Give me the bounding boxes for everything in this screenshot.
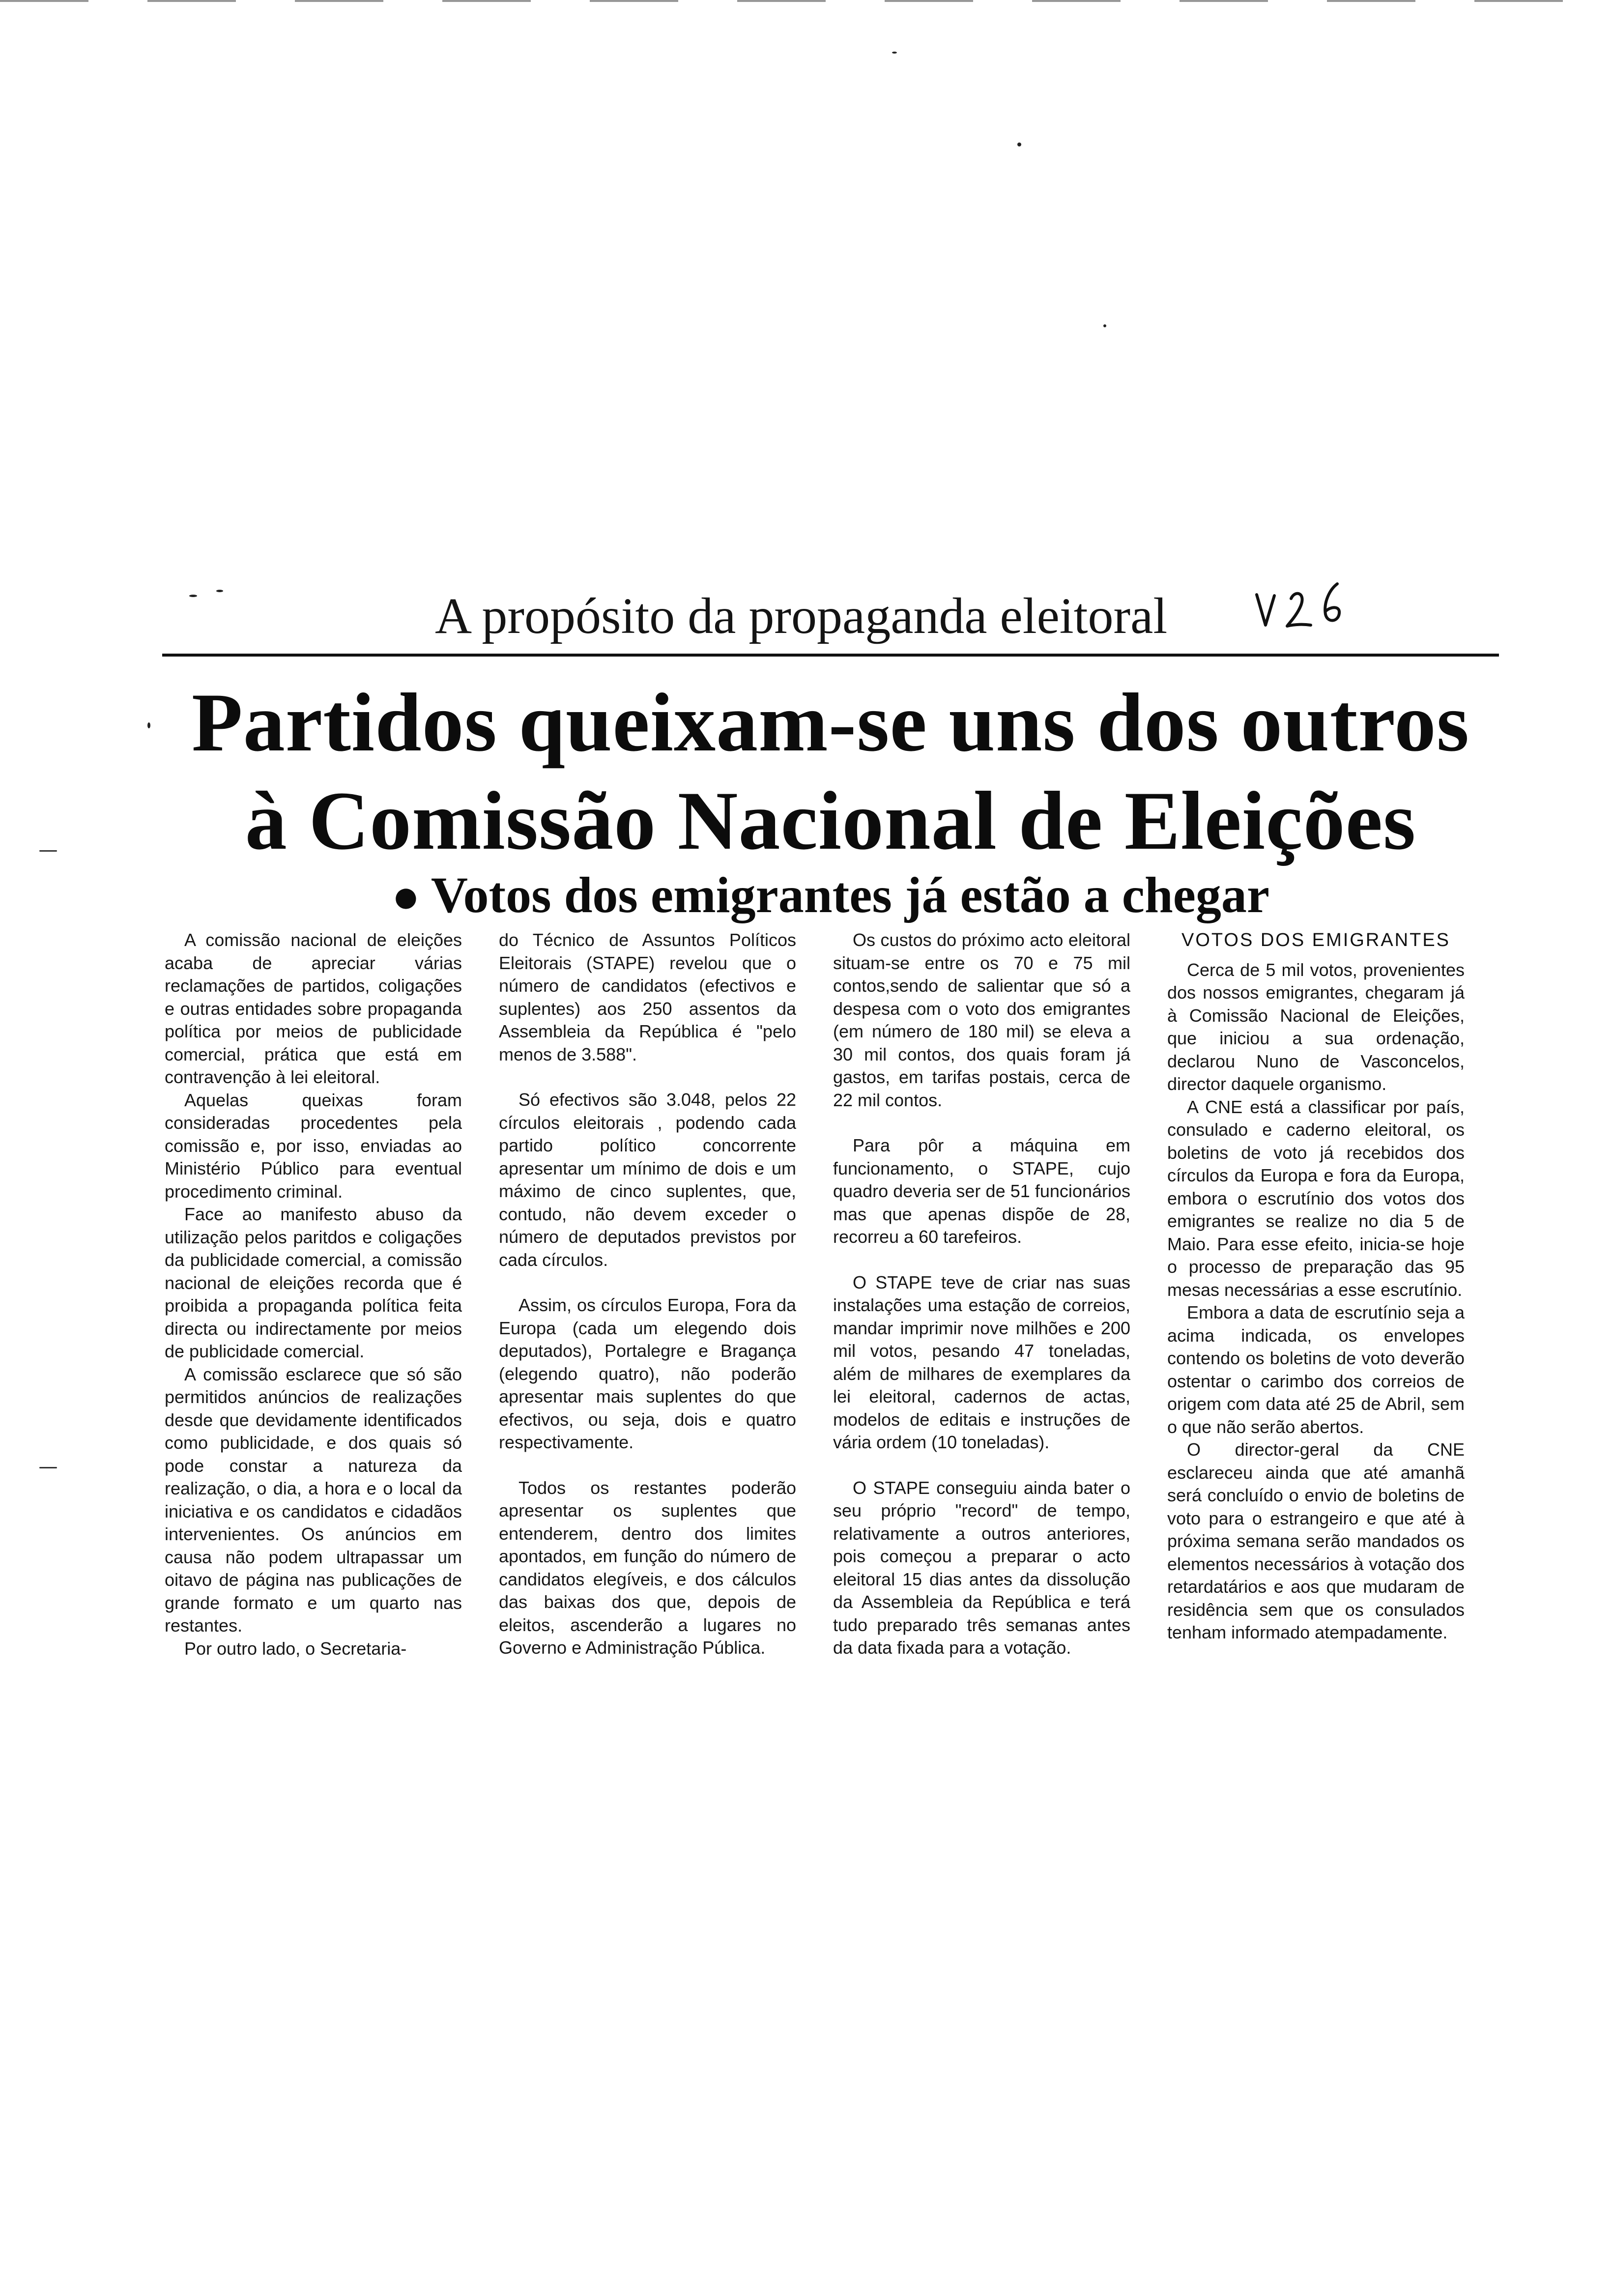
bullet-icon: ● [391, 870, 420, 922]
paragraph: Todos os restantes poderão apresentar os suplentes que entenderem, dentro dos limites apontados, em função do número de candidatos elegíveis, e dos cálculos das baixas dos que, depois de eleitos, ascenderão a lugares no Governo e Administração Pública. [499, 1477, 796, 1658]
kicker-row [162, 580, 1499, 654]
headline-line-2: à Comissão Nacional de Eleições [245, 775, 1416, 867]
paragraph: Cerca de 5 mil votos, provenientes dos nossos emigrantes, chegaram já à Comissão Nacional de Eleições, que iniciou a sua ordenação, declarou Nuno de Vasconcelos, director daquele organismo. [1167, 959, 1465, 1094]
scan-margin-mark [39, 850, 57, 852]
subheadline [162, 867, 1499, 923]
paragraph: Para pôr a máquina em funcionamento, o STAPE, cujo quadro deveria ser de 51 funcionários mas que apenas dispõe de 28, recorreu a 60 tarefeiros. [833, 1135, 1130, 1247]
paragraph: A CNE está a classificar por país, consulado e caderno eleitoral, os boletins de voto já recebidos dos círculos da Europa e fora da Europa, embora o escrutínio dos votos dos emigrantes se realize no dia 5 de Maio. Para esse efeito, inicia-se hoje o processo de preparação das 95 mesas necessárias a esse escrutínio. [1167, 1096, 1465, 1300]
paragraph: A comissão esclarece que só são permitidos anúncios de realizações desde que devidamente identificados como publicidade, e dos quais só pode constar a natureza da realização, o dia, a hora e o local da iniciativa e os candidatos e cidadãos intervenientes. Os anúncios em causa não podem ultrapassar um oitavo de página nas publicações de grande formato e um quarto nas restantes. [165, 1364, 462, 1636]
paragraph: Assim, os círculos Europa, Fora da Europa (cada um elegendo dois deputados), Portalegre e Bragança (elegendo quatro), não poderão apresentar mais suplentes do que efectivos, ou seja, dois e quatro respectivamente. [499, 1295, 796, 1452]
paragraph: Embora a data de escrutínio seja a acima indicada, os envelopes contendo os boletins de voto deverão ostentar o carimbo dos correios de origem com data até 25 de Abril, sem o que não serão abertos. [1167, 1302, 1465, 1437]
scan-speck [1103, 324, 1106, 327]
article-column-4 [1167, 929, 1465, 1644]
article-column-1 [165, 929, 462, 1660]
headline [162, 673, 1499, 870]
scan-speck [1017, 143, 1021, 146]
paragraph: A comissão nacional de eleições acaba de apreciar várias reclamações de partidos, coligações e outras entidades sobre propaganda política por meios de publicidade comercial, prática que está em contravenção à lei eleitoral. [165, 930, 462, 1087]
paragraph: O STAPE conseguiu ainda bater o seu próprio "record" de tempo, relativamente a outros anteriores, pois começou a preparar o acto eleitoral 15 dias antes da dissolução da Assembleia da República e terá tudo preparado três semanas antes da data fixada para a votação. [833, 1477, 1130, 1658]
paragraph: do Técnico de Assuntos Políticos Eleitorais (STAPE) revelou que o número de candidatos (efectivos e suplentes) aos 250 assentos da Assembleia da República é "pelo menos de 3.588". [499, 930, 796, 1064]
handwritten-note [1246, 580, 1354, 639]
article-column-3 [833, 929, 1130, 1660]
subheadline-text: Votos dos emigrantes já estão a chegar [431, 867, 1270, 923]
paragraph: Aquelas queixas foram consideradas procedentes pela comissão e, por isso, enviadas ao Ministério Público para eventual procedimento criminal. [165, 1090, 462, 1202]
scan-speck [147, 722, 150, 728]
paragraph: O STAPE teve de criar nas suas instalações uma estação de correios, mandar imprimir nove milhões e 200 mil votos, pesando 47 toneladas, além de milhares de exemplares da lei eleitoral, cadernos de actas, modelos de editais e instruções de vária ordem (10 toneladas). [833, 1272, 1130, 1452]
article-column-2 [499, 929, 796, 1660]
paragraph: O director-geral da CNE esclareceu ainda que até amanhã será concluído o envio de boletins de voto para o estrangeiro e que até à próxima semana serão mandados os elementos necessários à votação dos retardatários e aos que mudaram de residência sem que os consulados tenham informado atempadamente. [1167, 1439, 1465, 1642]
paragraph: Face ao manifesto abuso da utilização pelos paritdos e coligações da publicidade comercial, a comissão nacional de eleições recorda que é proibida a propaganda política feita directa ou indirectamente por meios de publicidade comercial. [165, 1204, 462, 1361]
paragraph: Por outro lado, o Secretaria- [184, 1638, 407, 1659]
headline-line-1: Partidos queixam-se uns dos outros [191, 676, 1470, 769]
scan-speck [892, 52, 897, 54]
kicker: A propósito da propaganda eleitoral [435, 588, 1168, 644]
scan-edge-line [0, 0, 1612, 2]
paragraph: Só efectivos são 3.048, pelos 22 círculos eleitorais , podendo cada partido político concorrente apresentar um mínimo de dois e um máximo de cinco suplentes, que, contudo, não devem exceder o número de deputados previstos por cada círculos. [499, 1090, 796, 1270]
paragraph: Os custos do próximo acto eleitoral situam-se entre os 70 e 75 mil contos,sendo de salientar que só a despesa com o voto dos emigrantes (em número de 180 mil) se eleva a 30 mil contos, dos quais foram já gastos, em tarifas postais, cerca de 22 mil contos. [833, 930, 1130, 1110]
sidebar-heading: VOTOS DOS EMIGRANTES [1181, 930, 1451, 950]
header-rule [162, 654, 1499, 657]
scan-margin-mark [39, 1467, 57, 1468]
